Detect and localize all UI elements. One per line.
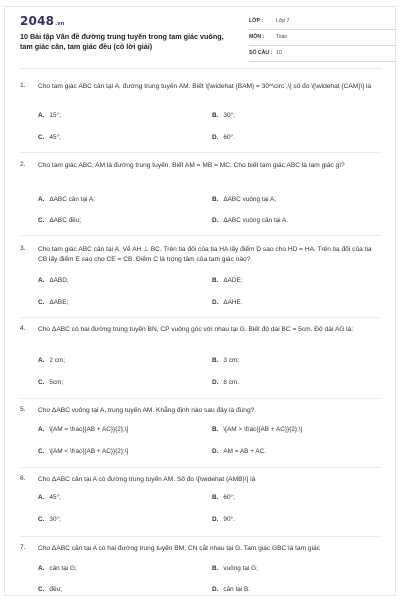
option-d[interactable] [212,217,288,224]
option-letter: C. [38,448,45,455]
question-text: Cho ΔABC cân tại A có đường trung tuyến AM. Số đo \[\widehat {AMB}\] là [38,476,256,483]
option-a[interactable] [38,426,128,433]
option-text: ΔABD; [49,277,69,284]
option-letter: A. [38,196,45,203]
option-b[interactable] [212,112,235,119]
option-text: 45°; [49,134,61,141]
worksheet-title: 10 Bài tập Vấn đề đường trung tuyến trong tam giác vuông, tam giác cân, tam giác đều (có lời giải) [20,32,224,51]
option-letter: A. [38,565,45,572]
logo-text: 2048 [20,14,55,28]
option-c[interactable] [38,217,81,224]
option-text: 30°; [223,112,235,119]
question-1 [20,82,382,166]
option-d[interactable] [212,134,235,141]
option-a[interactable] [38,112,61,119]
option-c[interactable] [38,516,61,523]
option-letter: B. [212,426,219,433]
option-b[interactable] [212,196,276,203]
site-logo[interactable] [20,14,65,28]
question-text: Cho ΔABC có hai đường trung tuyến BN, CP vuông góc với nhau tại G. Biết độ dài BC = 5cm. Độ dài AG là: [38,326,354,333]
question-separator [20,398,382,399]
option-letter: D. [212,217,219,224]
option-text: ΔABC vuông tại A; [223,196,276,203]
question-text: Cho tam giác ABC, AM là đường trung tuyến. Biết AM = MB = MC. Cho biết tam giác ABC là tam giác gì? [38,162,345,169]
option-letter: A. [38,494,45,501]
meta-row-count [249,46,397,62]
option-a[interactable] [38,277,69,284]
meta-row-class [249,14,397,30]
header-divider [20,68,382,69]
option-letter: C. [38,586,45,593]
option-text: ΔABC cân tại A; [49,196,95,203]
option-text: cân tại B. [223,586,251,593]
option-letter: C. [38,299,45,306]
option-a[interactable] [38,494,61,501]
option-text: ΔABC đều; [49,217,82,224]
option-letter: A. [38,112,45,119]
question-text: Cho ΔABC cân tại A có hai đường trung tuyến BM, CN cắt nhau tại G. Tam giác GBC là tam giác [38,545,321,552]
question-number: 4. [20,325,26,332]
option-a[interactable] [38,196,95,203]
meta-subject-value: Toán [276,34,288,40]
option-letter: C. [38,379,45,386]
question-text: Cho tam giác ABC cân tại A, đường trung tuyến AM. Biết \[\widehat {BAM} = 30^\circ ,\] số đo \[\widehat {CAM}\] là [38,83,372,90]
option-letter: B. [212,196,219,203]
meta-subject-label: MÔN : [249,34,265,40]
option-b[interactable] [212,494,235,501]
option-letter: D. [212,516,219,523]
option-letter: D. [212,134,219,141]
option-c[interactable] [38,448,128,455]
option-letter: B. [212,112,219,119]
option-text: ΔADE; [223,277,243,284]
option-b[interactable] [212,565,258,572]
option-a[interactable] [38,565,77,572]
question-separator [20,235,382,236]
option-letter: B. [212,494,219,501]
option-text: cân tại G; [49,565,77,572]
option-text: ΔABE; [49,299,69,306]
option-d[interactable] [212,516,235,523]
option-text: ΔABC vuông cân tại A. [223,217,289,224]
option-c[interactable] [38,299,68,306]
option-letter: D. [212,448,219,455]
option-text: 2 cm; [49,357,66,364]
option-c[interactable] [38,379,63,386]
option-text: vuông tại G; [223,565,258,572]
question-number: 5. [20,406,26,413]
option-letter: C. [38,134,45,141]
question-text: Cho tam giác ABC cân tại A. Vẽ AH ⊥ BC. Trên tia đối của tia HA lấy điểm D sao cho HD = HA. Trên tia đối của tia CB lấy điểm E sao cho CE = CB. Điểm C là trọng tâm của tam giác nào? [38,246,372,263]
option-text: \[AM < \frac{{AB + AC}}{2};\] [49,448,129,455]
option-letter: B. [212,277,219,284]
option-text: \[AM > \frac{{AB + AC}}{2};\] [223,426,303,433]
option-letter: D. [212,586,219,593]
question-4 [20,325,382,405]
option-b[interactable] [212,357,239,364]
question-6 [20,475,382,540]
option-letter: D. [212,379,219,386]
option-text: 60°. [223,134,235,141]
option-d[interactable] [212,379,239,386]
question-number: 1. [20,82,26,89]
option-letter: D. [212,299,219,306]
option-letter: C. [38,217,45,224]
question-separator [20,467,382,468]
meta-count-value: 10 [276,50,282,56]
question-number: 2. [20,161,26,168]
question-text: Cho ΔABC vuông tại A, trung tuyến AM. Khẳng định nào sau đây là đúng? [38,407,255,414]
option-text: AM = AB + AC. [223,448,267,455]
option-text: đều; [49,586,62,593]
option-a[interactable] [38,357,65,364]
option-text: 15°; [49,112,61,119]
option-letter: C. [38,516,45,523]
option-letter: B. [212,357,219,364]
option-text: ΔAHE. [223,299,243,306]
question-separator [20,317,382,318]
meta-count-label: SỐ CÂU : [249,50,273,56]
option-text: 45°; [49,494,61,501]
option-d[interactable] [212,299,243,306]
question-number: 7. [20,544,26,551]
option-d[interactable] [212,586,250,593]
worksheet-header [20,14,380,64]
option-c[interactable] [38,586,62,593]
question-7 [20,544,382,598]
option-text: 8 cm. [223,379,240,386]
question-5 [20,406,382,476]
option-letter: A. [38,277,45,284]
meta-class-label: LỚP : [249,18,264,24]
option-b[interactable] [212,426,302,433]
question-3 [20,245,382,325]
option-text: 30°; [49,516,61,523]
question-separator [20,536,382,537]
option-letter: B. [212,565,219,572]
worksheet-meta [249,14,397,62]
option-text: 90°. [223,516,235,523]
logo-suffix: .vn [55,21,65,27]
meta-row-subject [249,30,397,46]
option-text: 3 cm; [223,357,240,364]
question-number: 6. [20,475,26,482]
question-number: 3. [20,245,26,252]
option-b[interactable] [212,277,243,284]
option-text: 5cm; [49,379,64,386]
option-c[interactable] [38,134,61,141]
option-text: \[AM = \frac{{AB + AC}}{2};\] [49,426,129,433]
option-d[interactable] [212,448,266,455]
question-separator [20,152,382,153]
meta-class-value: Lớp 7 [276,18,290,24]
option-letter: A. [38,426,45,433]
option-letter: A. [38,357,45,364]
question-2 [20,161,382,241]
option-text: 60°; [223,494,235,501]
